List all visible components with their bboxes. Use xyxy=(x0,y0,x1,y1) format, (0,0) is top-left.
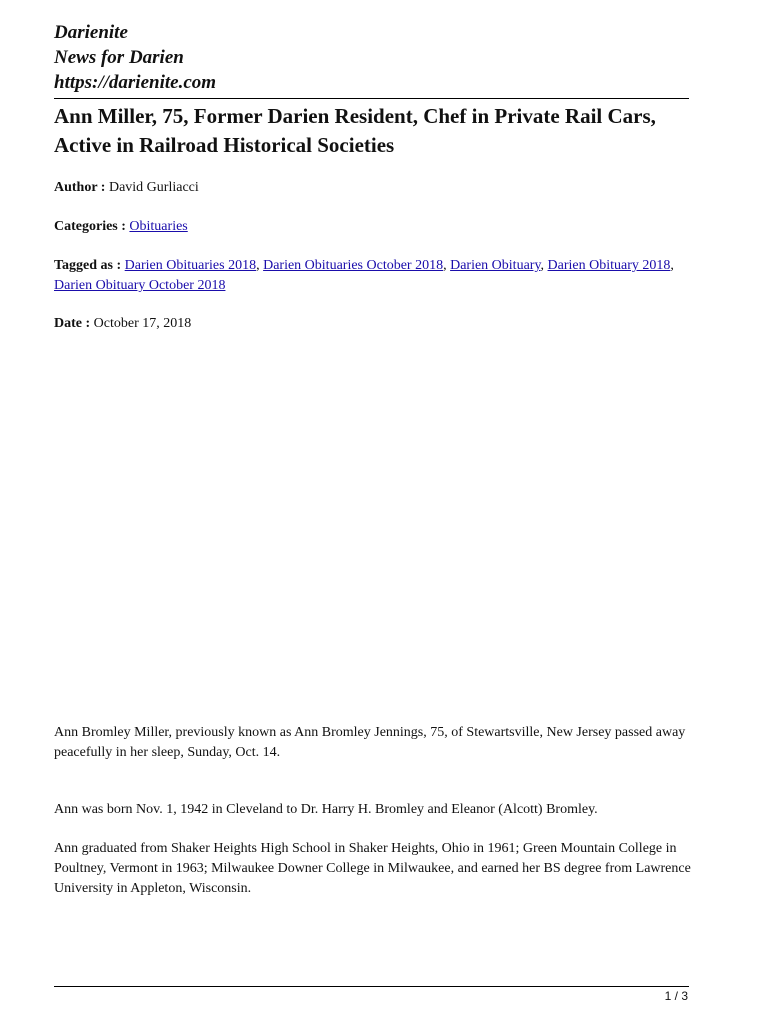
tag-link[interactable]: Darien Obituary October 2018 xyxy=(54,278,226,293)
body-paragraph: Ann graduated from Shaker Heights High School in Shaker Heights, Ohio in 1961; Green Mountain College in Poultney, Vermont in 1963; Milwaukee Downer College in Milwaukee, and earned her BS degree from Lawrence University in Appleton, Wisconsin. xyxy=(54,841,691,896)
date-label: Date : xyxy=(54,316,94,331)
tag-separator: , xyxy=(256,258,264,273)
author-label: Author : xyxy=(54,180,109,195)
site-tagline: News for Darien xyxy=(54,47,184,68)
tag-link[interactable]: Darien Obituaries 2018 xyxy=(124,258,257,273)
tag-separator: , xyxy=(443,258,451,273)
body-paragraph: Ann was born Nov. 1, 1942 in Cleveland to Dr. Harry H. Bromley and Eleanor (Alcott) Bromley. xyxy=(54,802,598,817)
page-number: 1 / 3 xyxy=(664,989,688,1003)
site-name: Darienite xyxy=(54,22,128,43)
header-divider xyxy=(54,98,689,99)
site-url: https://darienite.com xyxy=(54,72,217,93)
categories-label: Categories : xyxy=(54,219,130,234)
tags-label: Tagged as : xyxy=(54,258,125,273)
date-line xyxy=(54,314,704,334)
tag-link[interactable]: Darien Obituaries October 2018 xyxy=(263,258,444,273)
article-date: October 17, 2018 xyxy=(93,316,192,331)
author-line xyxy=(54,178,704,198)
body-paragraph: Ann Bromley Miller, previously known as Ann Bromley Jennings, 75, of Stewartsville, New Jersey passed away peacefully in her sleep, Sunday, Oct. 14. xyxy=(54,725,686,760)
site-header xyxy=(54,20,694,95)
author-name: David Gurliacci xyxy=(108,180,199,195)
article-title: Ann Miller, 75, Former Darien Resident, Chef in Private Rail Cars, Active in Railroad Historical Societies xyxy=(54,104,656,157)
tag-link[interactable]: Darien Obituary 2018 xyxy=(547,258,671,273)
footer-divider xyxy=(54,986,689,987)
categories-line xyxy=(54,217,704,237)
tag-separator: , xyxy=(670,258,674,273)
tags-line xyxy=(54,256,704,296)
tag-link[interactable]: Darien Obituary xyxy=(450,258,541,273)
tag-separator: , xyxy=(540,258,548,273)
category-link[interactable]: Obituaries xyxy=(129,219,188,234)
